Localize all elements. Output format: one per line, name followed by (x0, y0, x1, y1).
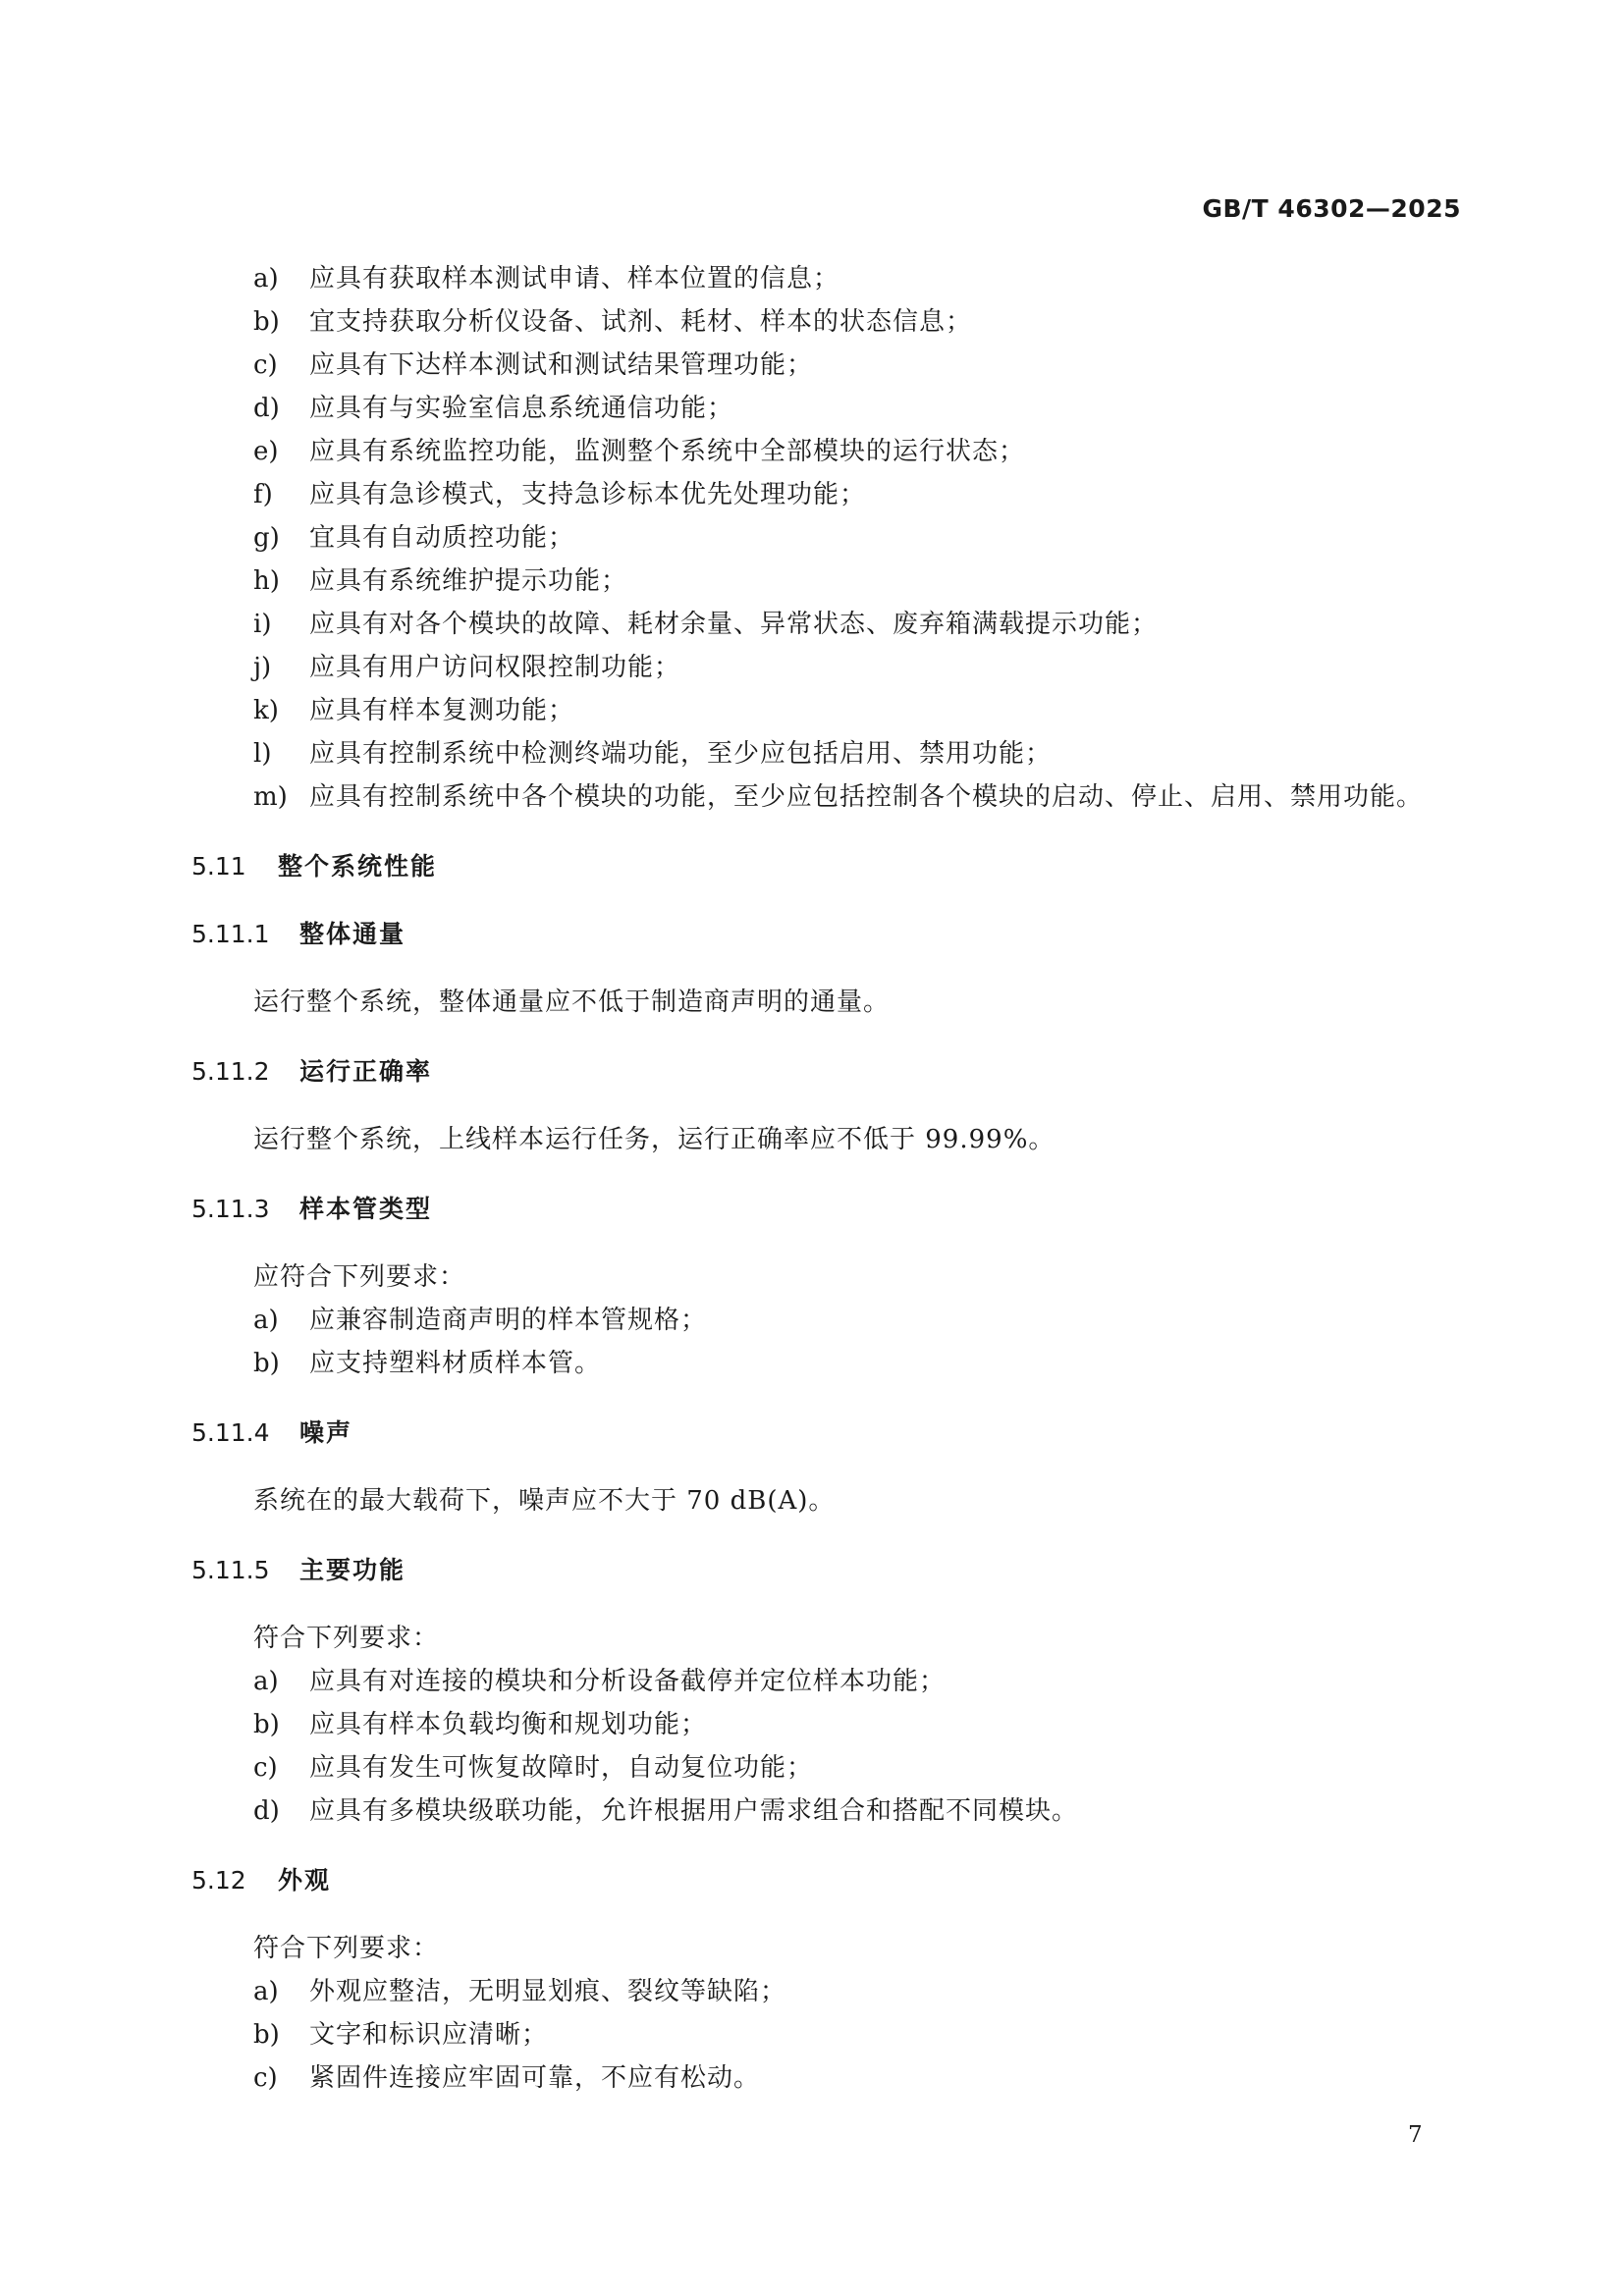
section-heading-5-11-4 (191, 1412, 1468, 1455)
list-marker: a) (253, 1667, 279, 1696)
list-item (191, 560, 1468, 603)
section-heading-5-11-2 (191, 1050, 1468, 1094)
list-text: 应具有下达样本测试和测试结果管理功能； (309, 350, 814, 380)
list-text: 应具有与实验室信息系统通信功能； (309, 394, 734, 423)
list-item (191, 775, 1468, 819)
list-text: 应具有发生可恢复故障时，自动复位功能； (309, 1753, 814, 1783)
section-heading-5-11-3 (191, 1188, 1468, 1231)
list-text: 应具有控制系统中检测终端功能，至少应包括启用、禁用功能； (309, 739, 1053, 769)
section-number: 5.12 (191, 1866, 246, 1895)
list-item (191, 1789, 1468, 1833)
section-number: 5.11.1 (191, 920, 270, 948)
list-text: 应具有用户访问权限控制功能； (309, 653, 681, 682)
section-title: 噪声 (299, 1418, 353, 1447)
list-text: 应具有样本负载均衡和规划功能； (309, 1710, 708, 1739)
paragraph (191, 1927, 1468, 1970)
list-item (191, 344, 1468, 387)
list-marker: b) (253, 1349, 280, 1378)
list-marker: c) (253, 350, 278, 380)
list-text: 应兼容制造商声明的样本管规格； (309, 1306, 708, 1335)
section-number: 5.11.2 (191, 1057, 270, 1086)
list-item (191, 516, 1468, 560)
paragraph-text: 运行整个系统，整体通量应不低于制造商声明的通量。 (253, 988, 891, 1017)
list-item (191, 1970, 1468, 2013)
paragraph-text: 符合下列要求： (253, 1624, 440, 1653)
list-text: 应具有样本复测功能； (309, 696, 575, 725)
paragraph-text: 系统在的最大载荷下，噪声应不大于 70 dB(A)。 (253, 1486, 836, 1516)
list-text: 应具有获取样本测试申请、样本位置的信息； (309, 264, 840, 294)
paragraph-text: 符合下列要求： (253, 1934, 440, 1963)
list-marker: c) (253, 2063, 278, 2093)
list-item (191, 2056, 1468, 2100)
list-text: 外观应整洁，无明显划痕、裂纹等缺陷； (309, 1977, 787, 2006)
list-item (191, 257, 1468, 300)
list-item (191, 300, 1468, 344)
list-text: 应具有对各个模块的故障、耗材余量、异常状态、废弃箱满载提示功能； (309, 610, 1159, 639)
paragraph (191, 981, 1468, 1024)
list-marker: b) (253, 307, 280, 337)
list-item (191, 603, 1468, 646)
list-marker: e) (253, 437, 279, 466)
section-title: 外观 (278, 1866, 332, 1895)
list-marker: j) (253, 653, 272, 682)
list-item (191, 1746, 1468, 1789)
section-heading-5-12 (191, 1859, 1468, 1902)
list-item (191, 1660, 1468, 1703)
section-heading-5-11-1 (191, 913, 1468, 956)
list-text: 文字和标识应清晰； (309, 2020, 549, 2050)
section-number: 5.11.3 (191, 1195, 270, 1223)
list-marker: a) (253, 1306, 279, 1335)
list-item (191, 1703, 1468, 1746)
list-marker: m) (253, 782, 288, 812)
list-marker: c) (253, 1753, 278, 1783)
section-number: 5.11.4 (191, 1418, 270, 1447)
paragraph (191, 1118, 1468, 1161)
list-marker: a) (253, 1977, 279, 2006)
paragraph-text: 运行整个系统，上线样本运行任务，运行正确率应不低于 99.99%。 (253, 1125, 1056, 1154)
standard-number: GB/T 46302—2025 (1202, 194, 1461, 223)
section-heading-5-11 (191, 845, 1468, 888)
list-text: 应具有多模块级联功能，允许根据用户需求组合和搭配不同模块。 (309, 1796, 1079, 1826)
list-marker: l) (253, 739, 272, 769)
list-item (191, 430, 1468, 473)
section-title: 整个系统性能 (278, 852, 438, 881)
list-item (191, 1342, 1468, 1385)
section-title: 运行正确率 (299, 1057, 433, 1086)
section-number: 5.11 (191, 852, 246, 881)
list-item (191, 473, 1468, 516)
section-title: 整体通量 (299, 920, 406, 948)
list-marker: h) (253, 566, 280, 596)
list-item (191, 689, 1468, 732)
list-item (191, 732, 1468, 775)
list-item (191, 387, 1468, 430)
list-marker: k) (253, 696, 279, 725)
page-number: 7 (1408, 2122, 1423, 2148)
list-text: 应具有对连接的模块和分析设备截停并定位样本功能； (309, 1667, 947, 1696)
list-item (191, 2013, 1468, 2056)
list-item (191, 1299, 1468, 1342)
list-marker: g) (253, 523, 280, 553)
list-text: 应具有系统维护提示功能； (309, 566, 628, 596)
list-item (191, 646, 1468, 689)
list-marker: d) (253, 1796, 280, 1826)
section-title: 主要功能 (299, 1556, 406, 1584)
list-marker: f) (253, 480, 273, 509)
list-text: 应具有急诊模式，支持急诊标本优先处理功能； (309, 480, 867, 509)
list-text: 应具有控制系统中各个模块的功能，至少应包括控制各个模块的启动、停止、启用、禁用功能。 (309, 782, 1424, 812)
list-text: 宜支持获取分析仪设备、试剂、耗材、样本的状态信息； (309, 307, 973, 337)
section-heading-5-11-5 (191, 1549, 1468, 1592)
list-marker: b) (253, 2020, 280, 2050)
section-title: 样本管类型 (299, 1195, 433, 1223)
list-text: 应支持塑料材质样本管。 (309, 1349, 602, 1378)
list-marker: i) (253, 610, 272, 639)
section-number: 5.11.5 (191, 1556, 270, 1584)
list-text: 宜具有自动质控功能； (309, 523, 575, 553)
page-body (191, 257, 1468, 2100)
requirements-list (191, 257, 1468, 819)
list-marker: d) (253, 394, 280, 423)
paragraph (191, 1479, 1468, 1522)
paragraph-text: 应符合下列要求： (253, 1262, 466, 1292)
paragraph (191, 1255, 1468, 1299)
list-text: 应具有系统监控功能，监测整个系统中全部模块的运行状态； (309, 437, 1026, 466)
list-text: 紧固件连接应牢固可靠，不应有松动。 (309, 2063, 761, 2093)
list-marker: b) (253, 1710, 280, 1739)
paragraph (191, 1617, 1468, 1660)
list-marker: a) (253, 264, 279, 294)
